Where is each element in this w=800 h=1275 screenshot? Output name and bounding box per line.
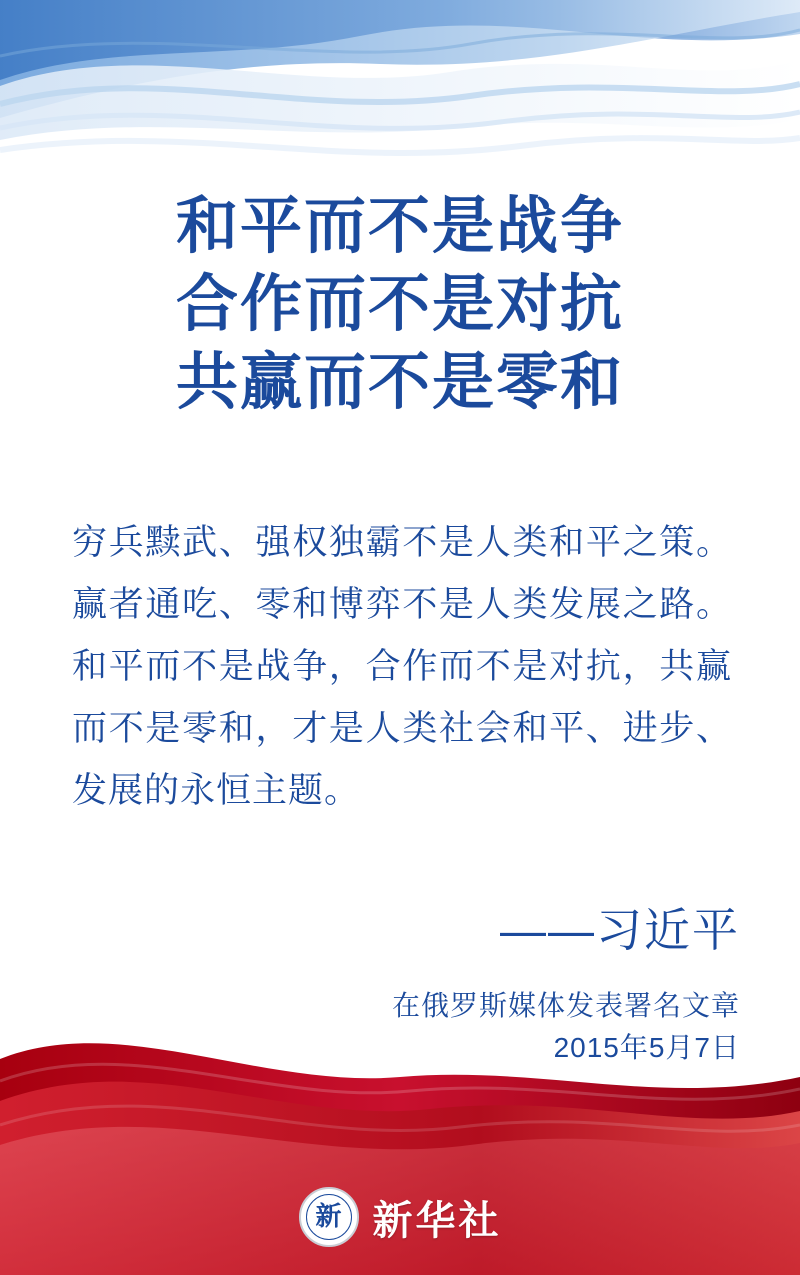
headline-line-2: 合作而不是对抗 bbox=[175, 270, 624, 339]
emblem-ring bbox=[306, 1194, 352, 1240]
attribution-name: ——习近平 bbox=[500, 904, 740, 956]
logo-wordmark: 新华社 bbox=[372, 1198, 502, 1243]
source-title: 在俄罗斯媒体发表署名文章 bbox=[391, 990, 740, 1021]
top-wave-decoration bbox=[0, 0, 800, 190]
xinhua-emblem-icon bbox=[299, 1187, 359, 1247]
source-date: 2015年5月7日 bbox=[553, 1032, 740, 1063]
quote-text: 穷兵黩武、强权独霸不是人类和平之策。赢者通吃、零和博弈不是人类发展之路。和平而不是战争，合作而不是对抗，共赢而不是零和，才是人类社会和平、进步、发展的永恒主题。 bbox=[72, 523, 732, 810]
headline-line-1: 和平而不是战争 bbox=[175, 192, 624, 261]
attribution bbox=[0, 900, 740, 960]
emblem-glyph: 新 bbox=[315, 1202, 342, 1232]
xinhua-logo bbox=[0, 1187, 800, 1247]
headline-line-3: 共赢而不是零和 bbox=[175, 348, 624, 417]
headline bbox=[0, 188, 800, 422]
